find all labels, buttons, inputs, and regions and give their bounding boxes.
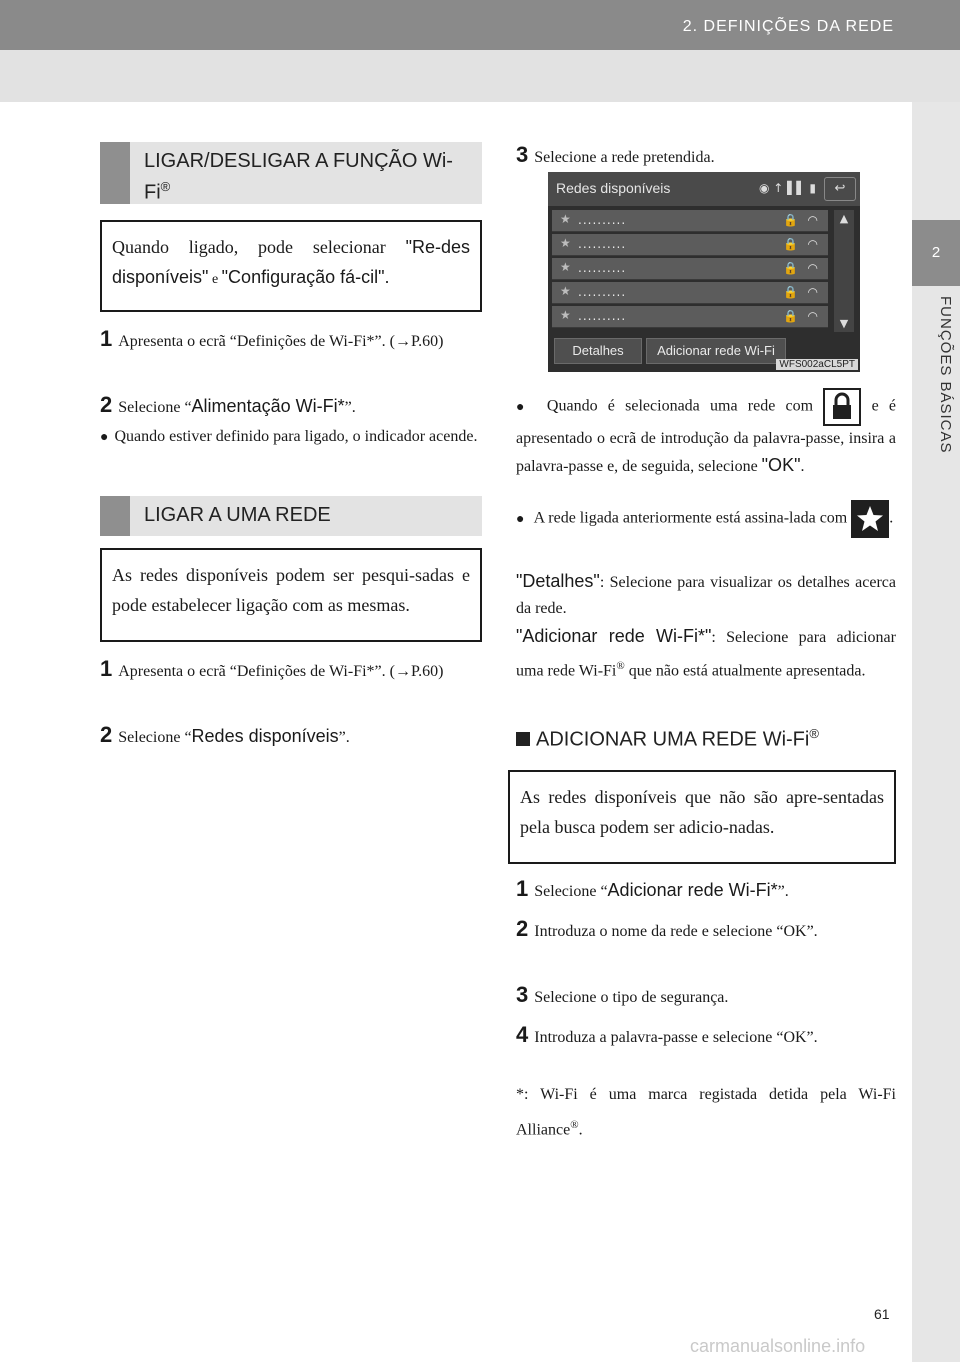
- lock-icon: 🔒: [783, 309, 798, 323]
- status-icons: ◉ ↑ ▌▌ ▮: [758, 181, 816, 195]
- page-number: 61: [874, 1306, 890, 1322]
- add-step-3: 3 Selecione o tipo de segurança.: [516, 982, 729, 1007]
- step-connect-2: 2 Selecione “Redes disponíveis”.: [100, 722, 350, 747]
- scrollbar[interactable]: [834, 210, 854, 332]
- star-icon: ★: [560, 212, 571, 226]
- info-box-add-wifi: As redes disponíveis que não são apre-sentadas pela busca podem ser adicio-nadas.: [508, 770, 896, 864]
- bullet-lock: ● Quando é selecionada uma rede com e é apresentado o ecrã de introdução da palavra-passe, insira a palavra-passe e, de seguida, selecione "OK".: [516, 388, 896, 480]
- add-step-1: 1 Selecione “Adicionar rede Wi-Fi*”.: [516, 876, 789, 901]
- add-wifi-description: "Adicionar rede Wi-Fi*": Selecione para adicionar uma rede Wi-Fi® que não está atualmente apresentada.: [516, 626, 896, 680]
- details-description: "Detalhes": Selecione para visualizar os detalhes acerca da rede.: [516, 571, 896, 617]
- network-row[interactable]: ★ .......... 🔒 ◠: [552, 234, 828, 256]
- network-row[interactable]: ★ .......... 🔒 ◠: [552, 306, 828, 328]
- wifi-signal-icon: ◠: [807, 261, 818, 275]
- chapter-tab-label: FUNÇÕES BÁSICAS: [937, 296, 954, 454]
- add-step-4: 4 Introduza a palavra-passe e selecione “OK”.: [516, 1022, 818, 1047]
- chapter-title: 2. DEFINIÇÕES DA REDE: [682, 18, 894, 35]
- back-icon[interactable]: ↩: [824, 177, 856, 201]
- footnote: *: Wi-Fi é uma marca registada detida pela Wi-Fi Alliance®.: [516, 1086, 896, 1139]
- star-icon: ★: [560, 260, 571, 274]
- star-icon: ★: [560, 284, 571, 298]
- chapter-tab[interactable]: 2: [912, 220, 960, 286]
- star-icon: ★: [560, 236, 571, 250]
- step-connect-1: 1 Apresenta o ecrã “Definições de Wi-Fi*”. (→P.60): [100, 656, 444, 681]
- step-1: 1 Apresenta o ecrã “Definições de Wi-Fi*”. (→P.60): [100, 326, 444, 351]
- add-wifi-button[interactable]: Adicionar rede Wi-Fi: [646, 338, 786, 364]
- network-row[interactable]: ★ .......... 🔒 ◠: [552, 258, 828, 280]
- wifi-signal-icon: ◠: [807, 285, 818, 299]
- header-bar: [0, 0, 960, 50]
- info-box-wifi-toggle: Quando ligado, pode selecionar "Re-des disponíveis" e "Configuração fá-cil".: [100, 220, 482, 312]
- network-row[interactable]: ★ .......... 🔒 ◠: [552, 210, 828, 232]
- screen-title: Redes disponíveis: [556, 180, 671, 196]
- bullet-star: ● A rede ligada anteriormente está assina-lada com .: [516, 500, 896, 538]
- step-select-network: 3 Selecione a rede pretendida.: [516, 142, 715, 167]
- step-2: 2 Selecione “Alimentação Wi-Fi*”.: [100, 392, 356, 417]
- square-bullet-icon: [516, 732, 530, 746]
- wifi-signal-icon: ◠: [807, 213, 818, 227]
- section-heading-connect: LIGAR A UMA REDE: [100, 496, 482, 536]
- star-icon: [851, 500, 889, 538]
- watermark: carmanualsonline.info: [690, 1336, 866, 1356]
- lock-icon: 🔒: [783, 261, 798, 275]
- info-box-connect: As redes disponíveis podem ser pesqui-sadas e pode estabelecer ligação com as mesmas.: [100, 548, 482, 642]
- bullet-indicator: ● Quando estiver definido para ligado, o indicador acende.: [100, 424, 482, 451]
- section-heading-wifi-toggle: LIGAR/DESLIGAR A FUNÇÃO Wi-Fi®: [100, 142, 482, 204]
- scroll-up-icon: ▲: [839, 212, 849, 225]
- subsection-heading-add-wifi: ADICIONAR UMA REDE Wi-Fi®: [516, 726, 819, 752]
- details-button[interactable]: Detalhes: [554, 338, 642, 364]
- wifi-signal-icon: ◠: [807, 309, 818, 323]
- network-row[interactable]: ★ .......... 🔒 ◠: [552, 282, 828, 304]
- star-icon: ★: [560, 308, 571, 322]
- lock-icon: [823, 388, 861, 426]
- figure-code: WFS002aCL5PT: [776, 359, 858, 370]
- side-strip: [912, 102, 960, 1362]
- add-step-2: 2 Introduza o nome da rede e selecione “OK”.: [516, 916, 818, 941]
- lock-icon: 🔒: [783, 285, 798, 299]
- scroll-down-icon: ▼: [839, 317, 849, 330]
- header-band: [0, 50, 960, 102]
- available-networks-screen: [548, 172, 860, 372]
- lock-icon: 🔒: [783, 213, 798, 227]
- wifi-signal-icon: ◠: [807, 237, 818, 251]
- lock-icon: 🔒: [783, 237, 798, 251]
